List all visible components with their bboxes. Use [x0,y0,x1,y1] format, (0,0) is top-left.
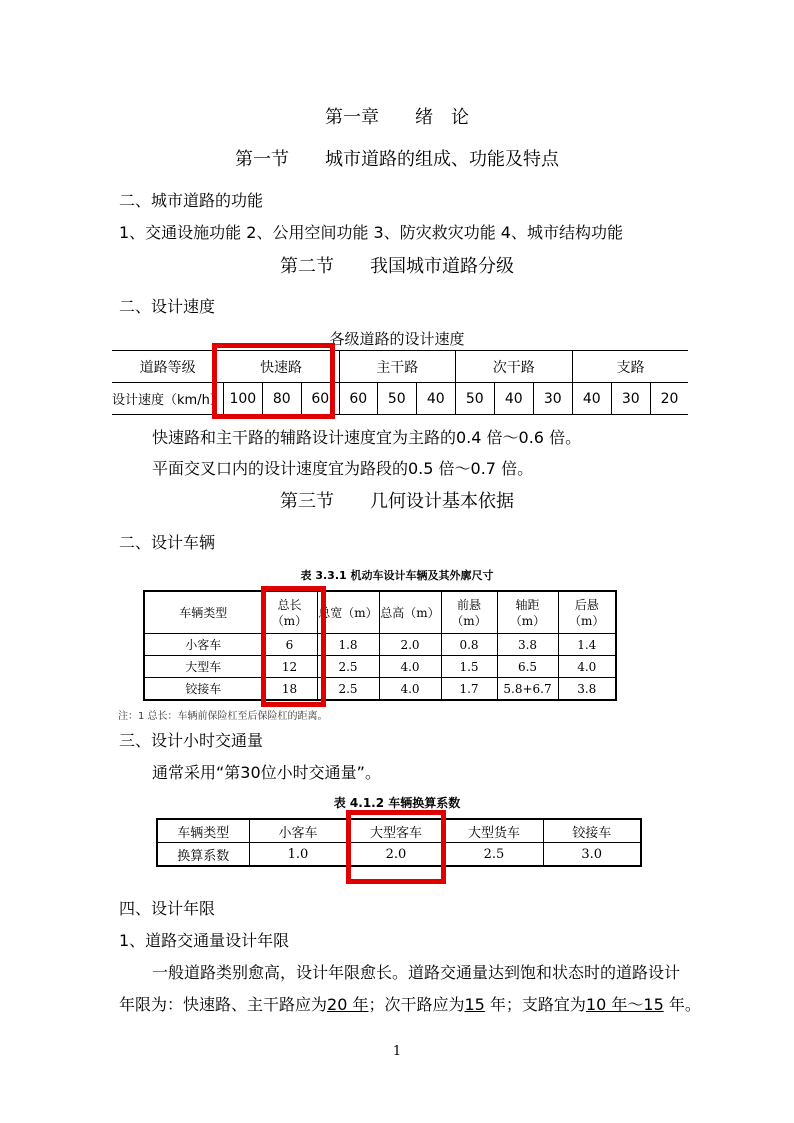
cell: 3.8 [497,634,558,656]
cell: 4.0 [379,678,441,701]
cell: 换算系数 [157,843,249,867]
speed-cell: 50 [377,383,416,415]
vehicle-table-caption: 表 3.3.1 机动车设计车辆及其外廓尺寸 [300,569,494,582]
highlight-box-total-length [261,586,326,707]
group-branch-road: 支路 [572,351,688,383]
cell: 大型客车 [347,819,445,843]
header-front-overhang: 前悬 （m） [441,591,497,634]
cell: 铰接车 [543,819,641,843]
speed-cell: 20 [650,383,688,415]
highlight-box-expressway [212,343,335,419]
vehicle-table-note: 注：1 总长：车辆前保险杠至后保险杠的距离。 [118,711,328,722]
cell: 1.7 [441,678,497,701]
design-hour-volume-text: 通常采用“第30位小时交通量”。 [152,763,381,782]
cell: 12 [262,656,317,678]
design-speed-table [112,350,688,415]
speed-table-caption: 各级道路的设计速度 [329,330,465,348]
speed-cell: 40 [572,383,611,415]
road-functions-line: 1、交通设施功能 2、公用空间功能 3、防灾救灾功能 4、城市结构功能 [119,223,623,242]
group-expressway: 快速路 [223,351,339,383]
factor-table-caption: 表 4.1.2 车辆换算系数 [333,796,461,810]
design-life-paragraph-line1: 一般道路类别愈高，设计年限愈长。道路交通量达到饱和状态时的道路设计 [152,963,681,982]
table-row [144,678,616,701]
cell: 大型货车 [445,819,543,843]
speed-cell: 40 [494,383,533,415]
header-total-height: 总高（m） [379,591,441,634]
cell: 4.0 [558,656,616,678]
cell: 2.5 [317,678,379,701]
speed-cell: 60 [301,383,339,415]
page-number: 1 [392,1044,402,1059]
cell: 1.4 [558,634,616,656]
cell: 车辆类型 [157,819,249,843]
speed-cell: 80 [262,383,301,415]
cell: 6 [262,634,317,656]
design-life-heading: 1、道路交通量设计年限 [119,931,290,950]
header-rear-overhang: 后悬 （m） [558,591,616,634]
intersection-speed-note: 平面交叉口内的设计速度宜为路段的0.5 倍～0.7 倍。 [152,459,534,478]
highlight-box-large-bus [346,810,446,884]
speed-cell: 30 [611,383,650,415]
design-life-paragraph-line2: 年限为：快速路、主干路应为20 年；次干路应为15 年；支路宜为10 年～15 年。 [119,995,701,1014]
header-wheelbase: 轴距 （m） [497,591,558,634]
section1-subheading: 二、城市道路的功能 [119,191,264,210]
cell: 5.8+6.7 [497,678,558,701]
cell: 1.8 [317,634,379,656]
section3-title: 第三节 几何设计基本依据 [280,491,514,512]
cell: 2.5 [317,656,379,678]
speed-cell: 40 [416,383,455,415]
cell: 18 [262,678,317,701]
cell: 1.5 [441,656,497,678]
cell: 6.5 [497,656,558,678]
header-total-length: 总长 （m） [262,591,317,634]
cell: 大型车 [144,656,262,678]
speed-cell: 30 [533,383,572,415]
cell: 3.0 [543,843,641,867]
road-grade-header: 道路等级 [112,351,223,383]
section3-subheading: 二、设计车辆 [119,533,216,552]
cell: 1.0 [249,843,347,867]
design-speed-header: 设计速度（km/h） [112,383,223,415]
cell: 2.5 [445,843,543,867]
header-vehicle-type: 车辆类型 [144,591,262,634]
section3-subheading-3: 三、设计小时交通量 [119,731,264,750]
auxiliary-road-note: 快速路和主干路的辅路设计速度宜为主路的0.4 倍～0.6 倍。 [152,428,582,447]
cell: 小客车 [249,819,347,843]
cell: 铰接车 [144,678,262,701]
chapter-title: 第一章 绪 论 [325,107,469,128]
speed-cell: 100 [223,383,262,415]
section2-title: 第二节 我国城市道路分级 [280,256,514,277]
group-main-road: 主干路 [339,351,455,383]
section1-title: 第一节 城市道路的组成、功能及特点 [235,149,559,170]
group-secondary-road: 次干路 [455,351,572,383]
cell: 2.0 [347,843,445,867]
cell: 小客车 [144,634,262,656]
cell: 0.8 [441,634,497,656]
speed-cell: 60 [339,383,377,415]
table-row [144,656,616,678]
cell: 2.0 [379,634,441,656]
header-total-width: 总宽（m） [317,591,379,634]
section2-subheading: 二、设计速度 [119,297,216,316]
speed-cell: 50 [455,383,494,415]
vehicle-dimensions-table [143,590,617,701]
section3-subheading-4: 四、设计年限 [119,899,216,918]
cell: 3.8 [558,678,616,701]
cell: 4.0 [379,656,441,678]
table-row [144,634,616,656]
